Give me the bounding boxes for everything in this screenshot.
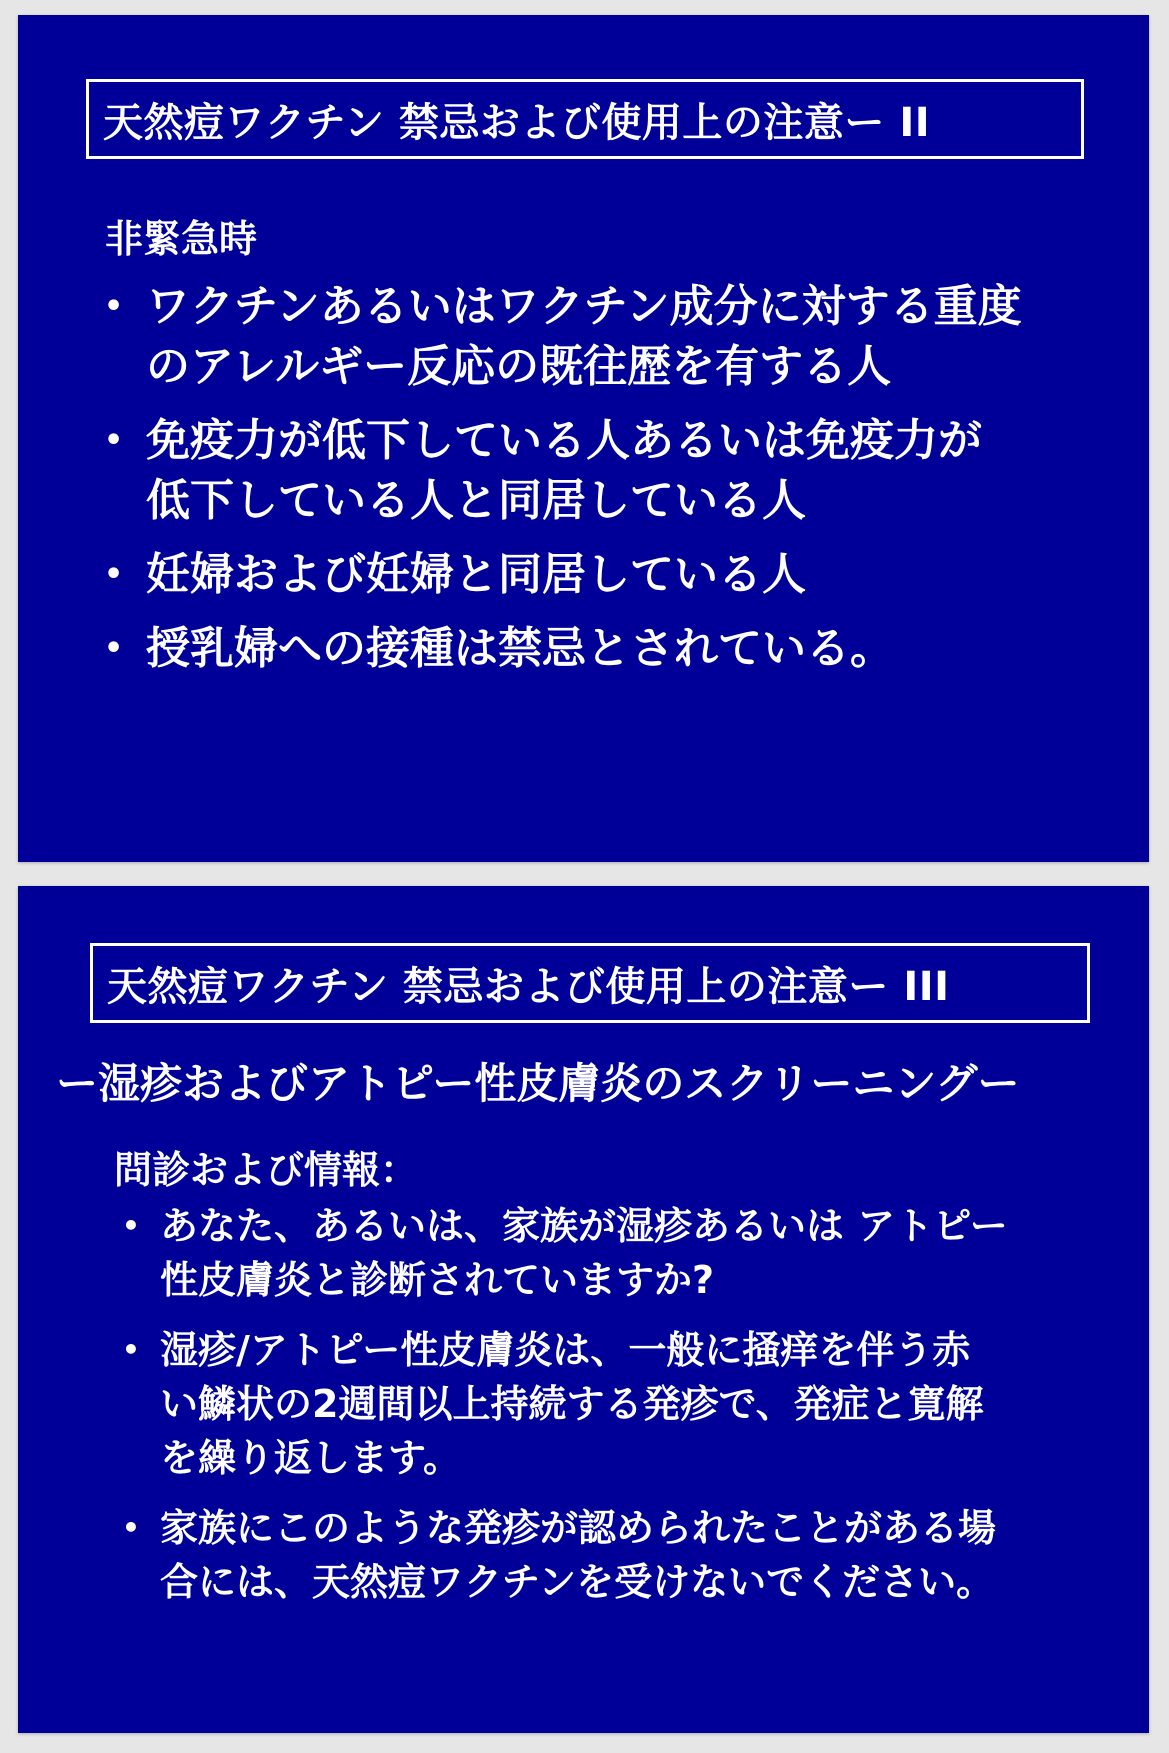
slide-title: 天然痘ワクチン 禁忌および使用上の注意ー III [90,943,1090,1023]
section-heading: 問診および情報： [114,1148,419,1192]
bullet-line: ワクチンあるいはワクチン成分に対する重度 [146,281,1022,332]
bullet-line: 湿疹/アトピー性皮膚炎は、一般に掻痒を伴う赤 [160,1328,971,1372]
bullet-line: 家族にこのような発疹が認められたことがある場 [160,1506,997,1550]
slide-title: 天然痘ワクチン 禁忌および使用上の注意ー II [86,79,1084,159]
bullet-line: 授乳婦への接種は禁忌とされている。 [146,623,894,674]
list-item [86,411,1086,531]
bullet-line: 免疫力が低下している人あるいは免疫力が [146,415,982,466]
bullet-icon: • [104,557,124,592]
bullet-line: い鱗状の2週間以上持続する発疹で、発症と寛解 [160,1382,984,1426]
bullet-icon: • [122,1209,140,1242]
bullet-line: 合には、天然痘ワクチンを受けないでください。 [160,1560,995,1604]
bullet-line: あなた、あるいは、家族が湿疹あるいは アトピー [160,1204,1008,1248]
bullet-line: のアレルギー反応の既往歴を有する人 [146,341,892,392]
bullet-line: 妊婦および妊婦と同居している人 [146,549,806,600]
bullet-icon: • [104,423,124,458]
list-item [112,1323,1072,1485]
bullet-icon: • [122,1511,140,1544]
bullet-icon: • [122,1333,140,1366]
bullet-line: 性皮膚炎と診断されていますか? [160,1258,715,1302]
slide-1 [18,15,1149,862]
slide-2 [18,886,1149,1733]
bullet-icon: • [104,289,124,324]
list-item [112,1501,1072,1609]
list-item [86,545,1086,605]
bullet-list [112,1199,1072,1625]
list-item [86,619,1086,679]
section-heading: 非緊急時 [105,217,258,261]
bullet-line: を繰り返します。 [160,1436,461,1480]
bullet-list [86,277,1086,693]
list-item [112,1199,1072,1307]
bullet-line: 低下している人と同居している人 [146,475,806,526]
bullet-icon: • [104,631,124,666]
slide-subtitle: ー湿疹およびアトピー性皮膚炎のスクリーニングー [56,1059,1020,1108]
list-item [86,277,1086,397]
